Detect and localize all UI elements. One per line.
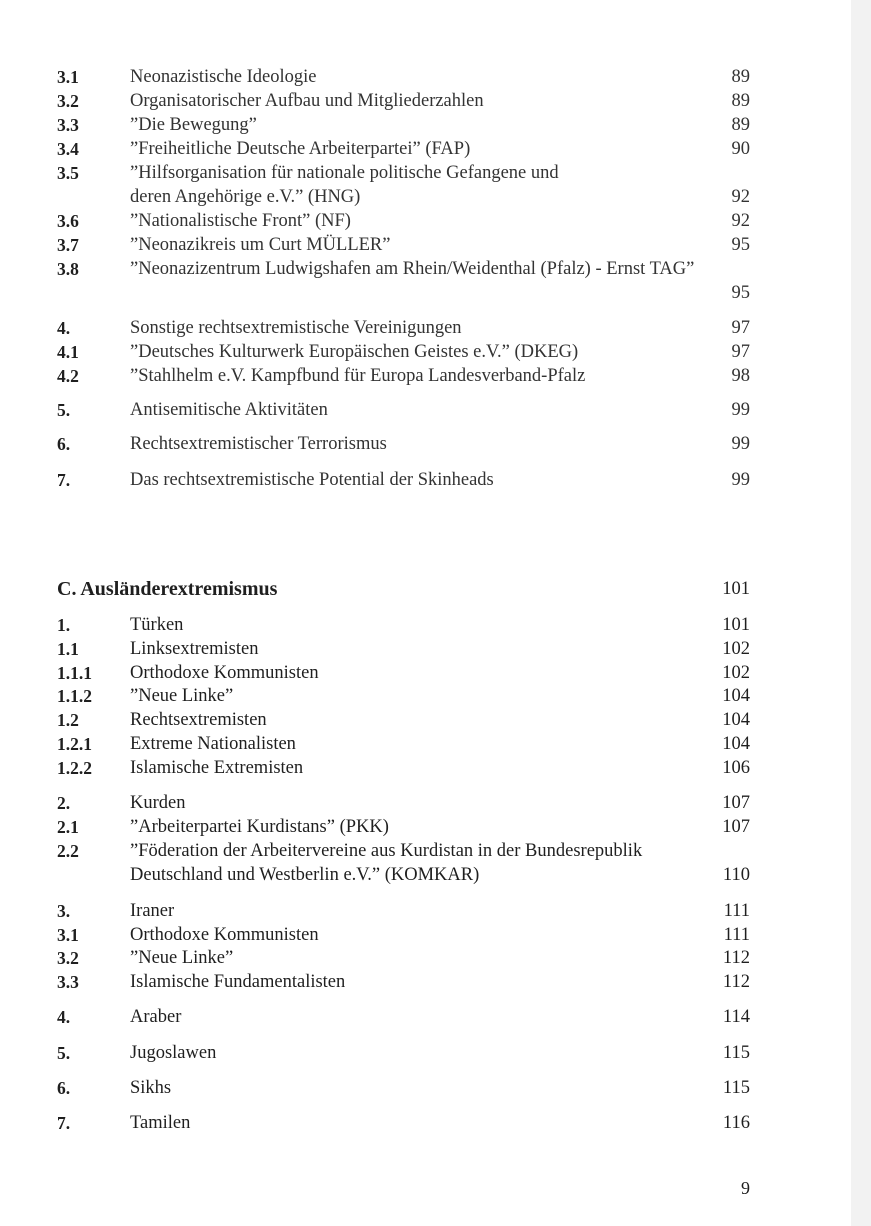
entry-title: Neonazistische Ideologie xyxy=(130,67,317,87)
entry-title: Sikhs xyxy=(130,1078,172,1098)
entry-number: 5. xyxy=(57,1043,71,1063)
entry-page: 104 xyxy=(722,686,750,706)
entry-number: 3.4 xyxy=(57,139,79,159)
entry-number: 3.3 xyxy=(57,972,79,992)
entry-page: 107 xyxy=(722,817,750,837)
entry-page: 97 xyxy=(731,342,750,362)
entry-number: 4.1 xyxy=(57,342,79,362)
entry-title: ”Arbeiterpartei Kurdistans” (PKK) xyxy=(130,817,389,837)
entry-number: 1.1.2 xyxy=(57,686,92,706)
entry-title: Extreme Nationalisten xyxy=(130,734,296,754)
entry-number: 1. xyxy=(57,615,71,635)
entry-number: 1.2.1 xyxy=(57,734,92,754)
entry-title: ”Neue Linke” xyxy=(130,948,234,968)
entry-title: ”Nationalistische Front” (NF) xyxy=(130,211,351,231)
entry-page: 99 xyxy=(731,470,750,490)
entry-page: 92 xyxy=(731,211,750,231)
entry-page: 101 xyxy=(722,615,750,635)
entry-title: Islamische Fundamentalisten xyxy=(130,972,346,992)
entry-number: 3.6 xyxy=(57,211,79,231)
entry-page: 89 xyxy=(731,67,750,87)
entry-number: 6. xyxy=(57,1078,71,1098)
entry-page: 99 xyxy=(731,434,750,454)
entry-number: 3. xyxy=(57,901,71,921)
entry-number: 1.2 xyxy=(57,710,79,730)
entry-number: 4. xyxy=(57,1007,71,1027)
entry-number: 3.2 xyxy=(57,948,79,968)
entry-number: 3.2 xyxy=(57,91,79,111)
entry-title: Organisatorischer Aufbau und Mitgliederzahlen xyxy=(130,91,484,111)
entry-number: 3.8 xyxy=(57,259,79,279)
entry-page: 90 xyxy=(731,139,750,159)
entry-page: 99 xyxy=(731,400,750,420)
entry-page: 104 xyxy=(722,710,750,730)
entry-title: ”Deutsches Kulturwerk Europäischen Geistes e.V.” (DKEG) xyxy=(130,342,579,362)
entry-number: 3.7 xyxy=(57,235,79,255)
section-heading: C. Ausländerextremismus xyxy=(57,578,278,600)
entry-title: Türken xyxy=(130,615,184,635)
entry-number: 4. xyxy=(57,318,71,338)
section-heading-page: 101 xyxy=(722,579,750,599)
entry-page: 102 xyxy=(722,639,750,659)
entry-title: Kurden xyxy=(130,793,186,813)
entry-page: 102 xyxy=(722,663,750,683)
entry-title: ”Hilfsorganisation für nationale politische Gefangene und deren Angehörige e.V.” (HNG) xyxy=(130,163,559,207)
entry-page: 95 xyxy=(731,283,750,303)
entry-number: 3.3 xyxy=(57,115,79,135)
entry-page: 89 xyxy=(731,91,750,111)
entry-number: 3.1 xyxy=(57,67,79,87)
page-number: 9 xyxy=(741,1178,750,1198)
entry-number: 3.5 xyxy=(57,163,79,183)
entry-page: 110 xyxy=(722,865,750,885)
entry-page: 107 xyxy=(722,793,750,813)
entry-title: Das rechtsextremistische Potential der Skinheads xyxy=(130,470,494,490)
entry-number: 1.1 xyxy=(57,639,79,659)
entry-title: ”Die Bewegung” xyxy=(130,115,257,135)
entry-page: 92 xyxy=(731,187,750,207)
entry-title: Orthodoxe Kommunisten xyxy=(130,925,319,945)
entry-page: 89 xyxy=(731,115,750,135)
entry-title: Islamische Extremisten xyxy=(130,758,304,778)
entry-page: 115 xyxy=(722,1043,750,1063)
entry-page: 112 xyxy=(722,972,750,992)
entry-title: ”Neue Linke” xyxy=(130,686,234,706)
entry-page: 115 xyxy=(722,1078,750,1098)
entry-title: Sonstige rechtsextremistische Vereinigungen xyxy=(130,318,462,338)
entry-title: Rechtsextremistischer Terrorismus xyxy=(130,434,387,454)
entry-title: Araber xyxy=(130,1007,182,1027)
entry-number: 3.1 xyxy=(57,925,79,945)
entry-title: Rechtsextremisten xyxy=(130,710,267,730)
entry-number: 4.2 xyxy=(57,366,79,386)
entry-page: 98 xyxy=(731,366,750,386)
entry-page: 104 xyxy=(722,734,750,754)
entry-number: 1.1.1 xyxy=(57,663,92,683)
entry-number: 1.2.2 xyxy=(57,758,92,778)
entry-number: 7. xyxy=(57,470,71,490)
entry-page: 112 xyxy=(722,948,750,968)
entry-number: 2.1 xyxy=(57,817,79,837)
entry-title: ”Neonazizentrum Ludwigshafen am Rhein/Weidenthal (Pfalz) - Ernst TAG” xyxy=(130,259,695,279)
entry-number: 2. xyxy=(57,793,71,813)
entry-title: Orthodoxe Kommunisten xyxy=(130,663,319,683)
entry-number: 2.2 xyxy=(57,841,79,861)
entry-page: 111 xyxy=(723,925,750,945)
entry-title: Iraner xyxy=(130,901,175,921)
entry-title: ”Stahlhelm e.V. Kampfbund für Europa Landesverband-Pfalz xyxy=(130,366,586,386)
entry-title: ”Neonazikreis um Curt MÜLLER” xyxy=(130,235,391,255)
entry-title: ”Freiheitliche Deutsche Arbeiterpartei” (FAP) xyxy=(130,139,471,159)
entry-page: 97 xyxy=(731,318,750,338)
entry-title: ”Föderation der Arbeitervereine aus Kurdistan in der Bundesrepublik Deutschland und Westberlin e.V.” (KOMKAR) xyxy=(130,841,643,885)
entry-page: 111 xyxy=(723,901,750,921)
entry-page: 114 xyxy=(722,1007,750,1027)
entry-title: Linksextremisten xyxy=(130,639,259,659)
entry-number: 6. xyxy=(57,434,71,454)
entry-title: Tamilen xyxy=(130,1113,191,1133)
entry-title: Jugoslawen xyxy=(130,1043,217,1063)
entry-page: 95 xyxy=(731,235,750,255)
entry-page: 116 xyxy=(722,1113,750,1133)
entry-number: 7. xyxy=(57,1113,71,1133)
entry-title: Antisemitische Aktivitäten xyxy=(130,400,328,420)
entry-number: 5. xyxy=(57,400,71,420)
entry-page: 106 xyxy=(722,758,750,778)
